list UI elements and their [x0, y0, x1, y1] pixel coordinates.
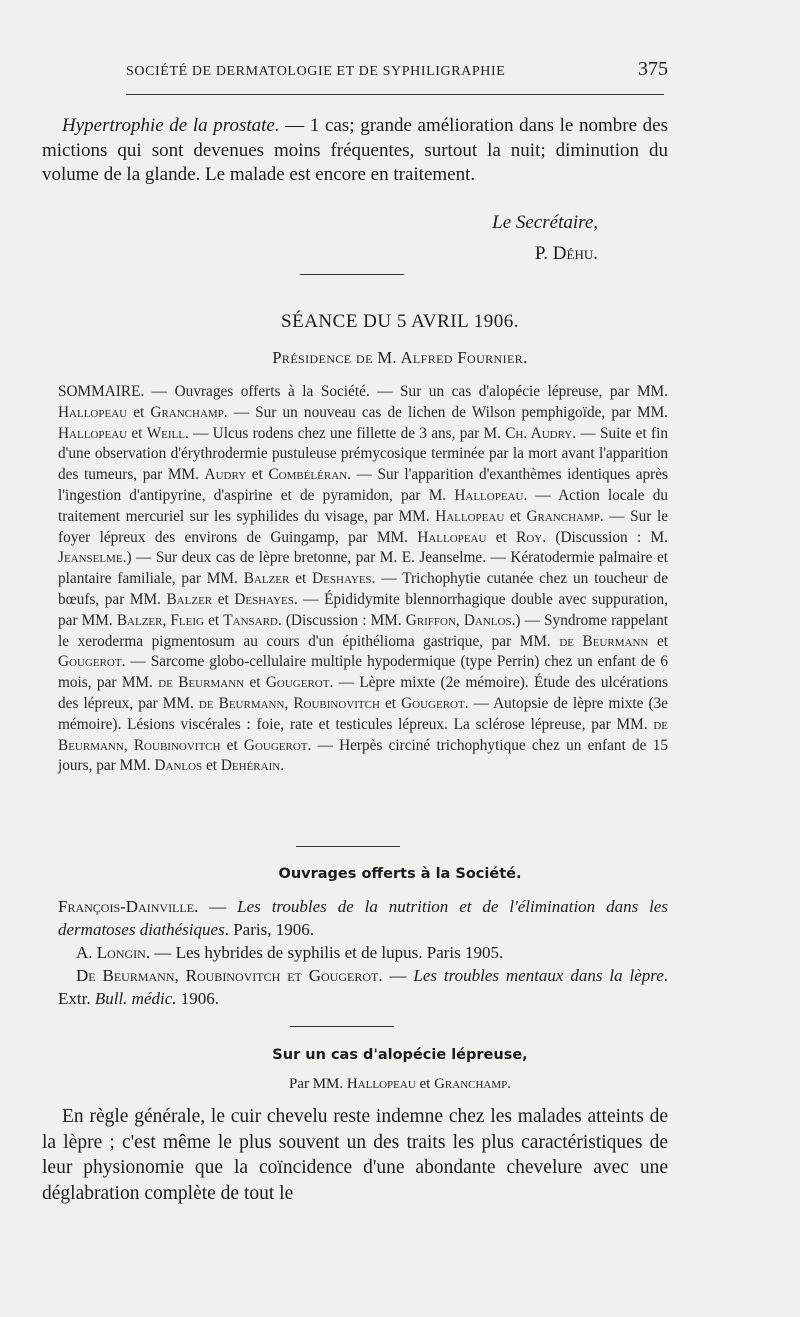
- sommaire-author: Jeanselme: [58, 549, 123, 567]
- sommaire-author: Hallopeau: [417, 528, 487, 546]
- ouvrage-item: [58, 895, 668, 941]
- sommaire-segment: et: [289, 570, 313, 588]
- sommaire-author: Tansard: [223, 611, 278, 629]
- ouvrage-author: De Beurmann, Roubinovitch et Gougerot: [76, 966, 379, 985]
- sommaire-segment: et: [212, 590, 235, 608]
- sommaire-author: Balzer, Fleig: [116, 611, 204, 629]
- article-title: Sur un cas d'alopécie lépreuse,: [272, 1047, 528, 1063]
- intro-paragraph: [42, 114, 668, 188]
- sommaire-segment: et: [486, 528, 517, 546]
- sommaire-segment: . — Ulcus rodens chez une fillette de 3 ans, par M.: [184, 424, 506, 442]
- ouvrage-author: François-Dainville: [58, 897, 195, 916]
- page-header: [126, 58, 668, 81]
- sommaire-segment: et: [127, 424, 147, 442]
- signature-role-text: Le Secrétaire,: [492, 212, 598, 233]
- ouvrage-sep: . —: [378, 966, 414, 985]
- sommaire-segment: . — Sur le foyer lépreux des environs de Guingamp, par MM.: [58, 507, 668, 546]
- section-rule-2: [296, 846, 400, 847]
- ouvrage-title: Les troubles mentaux dans la lèpre: [413, 966, 664, 985]
- sommaire-author: Ch. Audry: [505, 424, 573, 442]
- signature-initial: P.: [534, 243, 553, 264]
- sommaire-block: [58, 382, 668, 777]
- body-text: En règle générale, le cuir chevelu reste indemne chez les malades atteints de la lèpre ; c'est même le plus souvent un des traits les plus caractéristiques de leur physionomie que la coïncidence d'une abondante chevelure avec une déglabration complète de tout le: [42, 1106, 668, 1204]
- sommaire-segment: et: [504, 507, 527, 525]
- sommaire-author: Hallopeau: [58, 424, 128, 442]
- ouvrage-sep: . —: [194, 897, 238, 916]
- sommaire-author: Danlos: [154, 757, 203, 775]
- ouvrage-rest: . Extr.: [58, 966, 669, 1008]
- ouvrage-author: A. Longin: [76, 943, 146, 962]
- sommaire-author: Deshayes: [312, 570, 372, 588]
- header-rule: [126, 94, 664, 95]
- sommaire-author: Weill: [146, 424, 185, 442]
- sommaire-segment: et: [203, 611, 224, 629]
- sommaire-segment: . — Herpès circiné trichophytique chez un enfant de 15 jours, par MM.: [58, 736, 668, 775]
- sommaire-author: Deshayes: [234, 590, 294, 608]
- page-number: 375: [638, 58, 668, 80]
- article-byline: [0, 1076, 800, 1093]
- sommaire-author: Hallopeau: [454, 486, 524, 504]
- sommaire-author: Granchamp: [150, 403, 224, 421]
- sommaire-author: de Beurmann, Roubinovitch: [198, 694, 380, 712]
- sommaire-author: Gougerot: [58, 653, 122, 671]
- intro-text: — 1 cas; grande amélioration dans le nombre des mictions qui sont devenues moins fréquentes, surtout la nuit; diminution du volume de la glande. Le malade est encore en traitement.: [42, 115, 668, 185]
- sommaire-segment: et: [244, 674, 266, 692]
- sommaire-author: Dehérain: [220, 757, 281, 775]
- seance-title: SÉANCE DU 5 AVRIL 1906.: [281, 311, 519, 332]
- section-rule-3: [290, 1026, 394, 1027]
- presidence-line: Présidence de M. Alfred Fournier.: [272, 348, 528, 367]
- sommaire-author: Gougerot: [265, 674, 330, 692]
- sommaire-segment: . — Action locale du traitement mercuriel sur les syphilides du visage, par MM.: [58, 486, 668, 525]
- sommaire-author: Gougerot: [401, 694, 465, 712]
- ouvrages-heading: Ouvrages offerts à la Société.: [278, 866, 522, 882]
- sommaire-segment: . — Lèpre mixte (2e mémoire). Étude des ulcérations des lépreux, par MM.: [58, 674, 668, 712]
- sommaire-segment: .) — Sur deux cas de lèpre bretonne, par M. E. Jeanselme. — Kératodermie palmaire et plantaire familiale, par MM.: [58, 549, 668, 588]
- sommaire-author: Combéléran: [268, 466, 348, 484]
- sommaire-segment: . — Autopsie de lèpre mixte (3e mémoire). Lésions viscérales : foie, rate et testicules lépreux. La sclérose lépreuse, par MM.: [58, 694, 668, 733]
- ouvrage-item: [58, 964, 668, 1010]
- sommaire-author: Roy: [516, 528, 543, 546]
- body-paragraph: [42, 1104, 668, 1206]
- sommaire-segment: . — Sur l'apparition d'exanthèmes identiques après l'ingestion d'antipyrine, d'aspirine et de pyramidon, par M.: [58, 466, 668, 504]
- section-rule: [300, 274, 404, 275]
- running-head: SOCIÉTÉ DE DERMATOLOGIE ET DE SYPHILIGRAPHIE: [126, 64, 506, 79]
- sommaire-segment: et: [127, 403, 151, 421]
- sommaire-segment: et: [246, 466, 269, 484]
- ouvrage-tail: 1906.: [176, 989, 220, 1008]
- intro-italic-lead: Hypertrophie de la prostate.: [62, 115, 280, 136]
- ouvrages-list: [58, 895, 668, 1010]
- sommaire-text: [58, 382, 668, 777]
- ouvrage-rest: Les hybrides de syphilis et de lupus. Paris 1905.: [175, 943, 504, 962]
- ouvrage-sep: . —: [145, 943, 176, 962]
- sommaire-author: Hallopeau: [435, 507, 505, 525]
- sommaire-segment: . — Épididymite blennorrhagique double avec suppuration, par MM.: [58, 590, 668, 629]
- signature-surname: Déhu.: [552, 243, 598, 264]
- sommaire-segment: et: [202, 757, 221, 775]
- signature-name: [0, 243, 598, 265]
- sommaire-segment: .) — Syndrome rappelant le xeroderma pigmentosum au cours d'un épithélioma gastrique, par MM.: [58, 611, 668, 650]
- sommaire-author: Gougerot: [243, 736, 308, 754]
- sommaire-segment: .: [280, 757, 285, 775]
- sommaire-author: Balzer: [166, 590, 213, 608]
- sommaire-author: Griffon, Danlos: [405, 611, 512, 629]
- byline-author-1: Hallopeau: [346, 1076, 416, 1092]
- sommaire-segment: et: [379, 694, 402, 712]
- sommaire-author: Hallopeau: [58, 403, 128, 421]
- sommaire-author: Granchamp: [526, 507, 600, 525]
- signature-role: [0, 212, 598, 234]
- byline-and: et: [415, 1076, 435, 1092]
- sommaire-segment: . — Trichophytie cutanée chez un toucheur de bœufs, par MM.: [58, 570, 668, 608]
- sommaire-author: de Beurmann: [559, 632, 649, 650]
- ouvrage-title: Les troubles de la nutrition et de l'élimination dans les dermatoses diathésiques: [58, 897, 668, 939]
- sommaire-segment: . — Sarcome globo-cellulaire multiple hypodermique (type Perrin) chez un enfant de 6 mois, par MM.: [58, 653, 668, 692]
- ouvrage-journal: Bull. médic.: [94, 989, 177, 1008]
- sommaire-segment: . — Suite et fin d'une observation d'érythrodermie pustuleuse prémycosique terminée par la mort avant l'apparition des tumeurs, par MM.: [58, 424, 668, 484]
- ouvrage-item: [58, 941, 668, 964]
- ouvrage-rest: . Paris, 1906.: [224, 920, 314, 939]
- sommaire-segment: SOMMAIRE. — Ouvrages offerts à la Société. — Sur un cas d'alopécie lépreuse, par MM.: [58, 383, 668, 400]
- byline-author-2: Granchamp.: [434, 1076, 512, 1092]
- sommaire-author: Balzer: [243, 570, 290, 588]
- sommaire-segment: . (Discussion : M.: [542, 528, 668, 546]
- sommaire-segment: et: [648, 632, 668, 650]
- sommaire-author: de Beurmann, Roubinovitch: [58, 715, 668, 754]
- sommaire-segment: . (Discussion : MM.: [277, 611, 406, 629]
- sommaire-author: Audry: [204, 466, 247, 484]
- byline-prefix: Par MM.: [288, 1076, 347, 1092]
- sommaire-segment: . — Sur un nouveau cas de lichen de Wilson pemphigoïde, par MM.: [223, 403, 668, 421]
- sommaire-segment: et: [220, 736, 244, 754]
- sommaire-author: de Beurmann: [158, 674, 245, 692]
